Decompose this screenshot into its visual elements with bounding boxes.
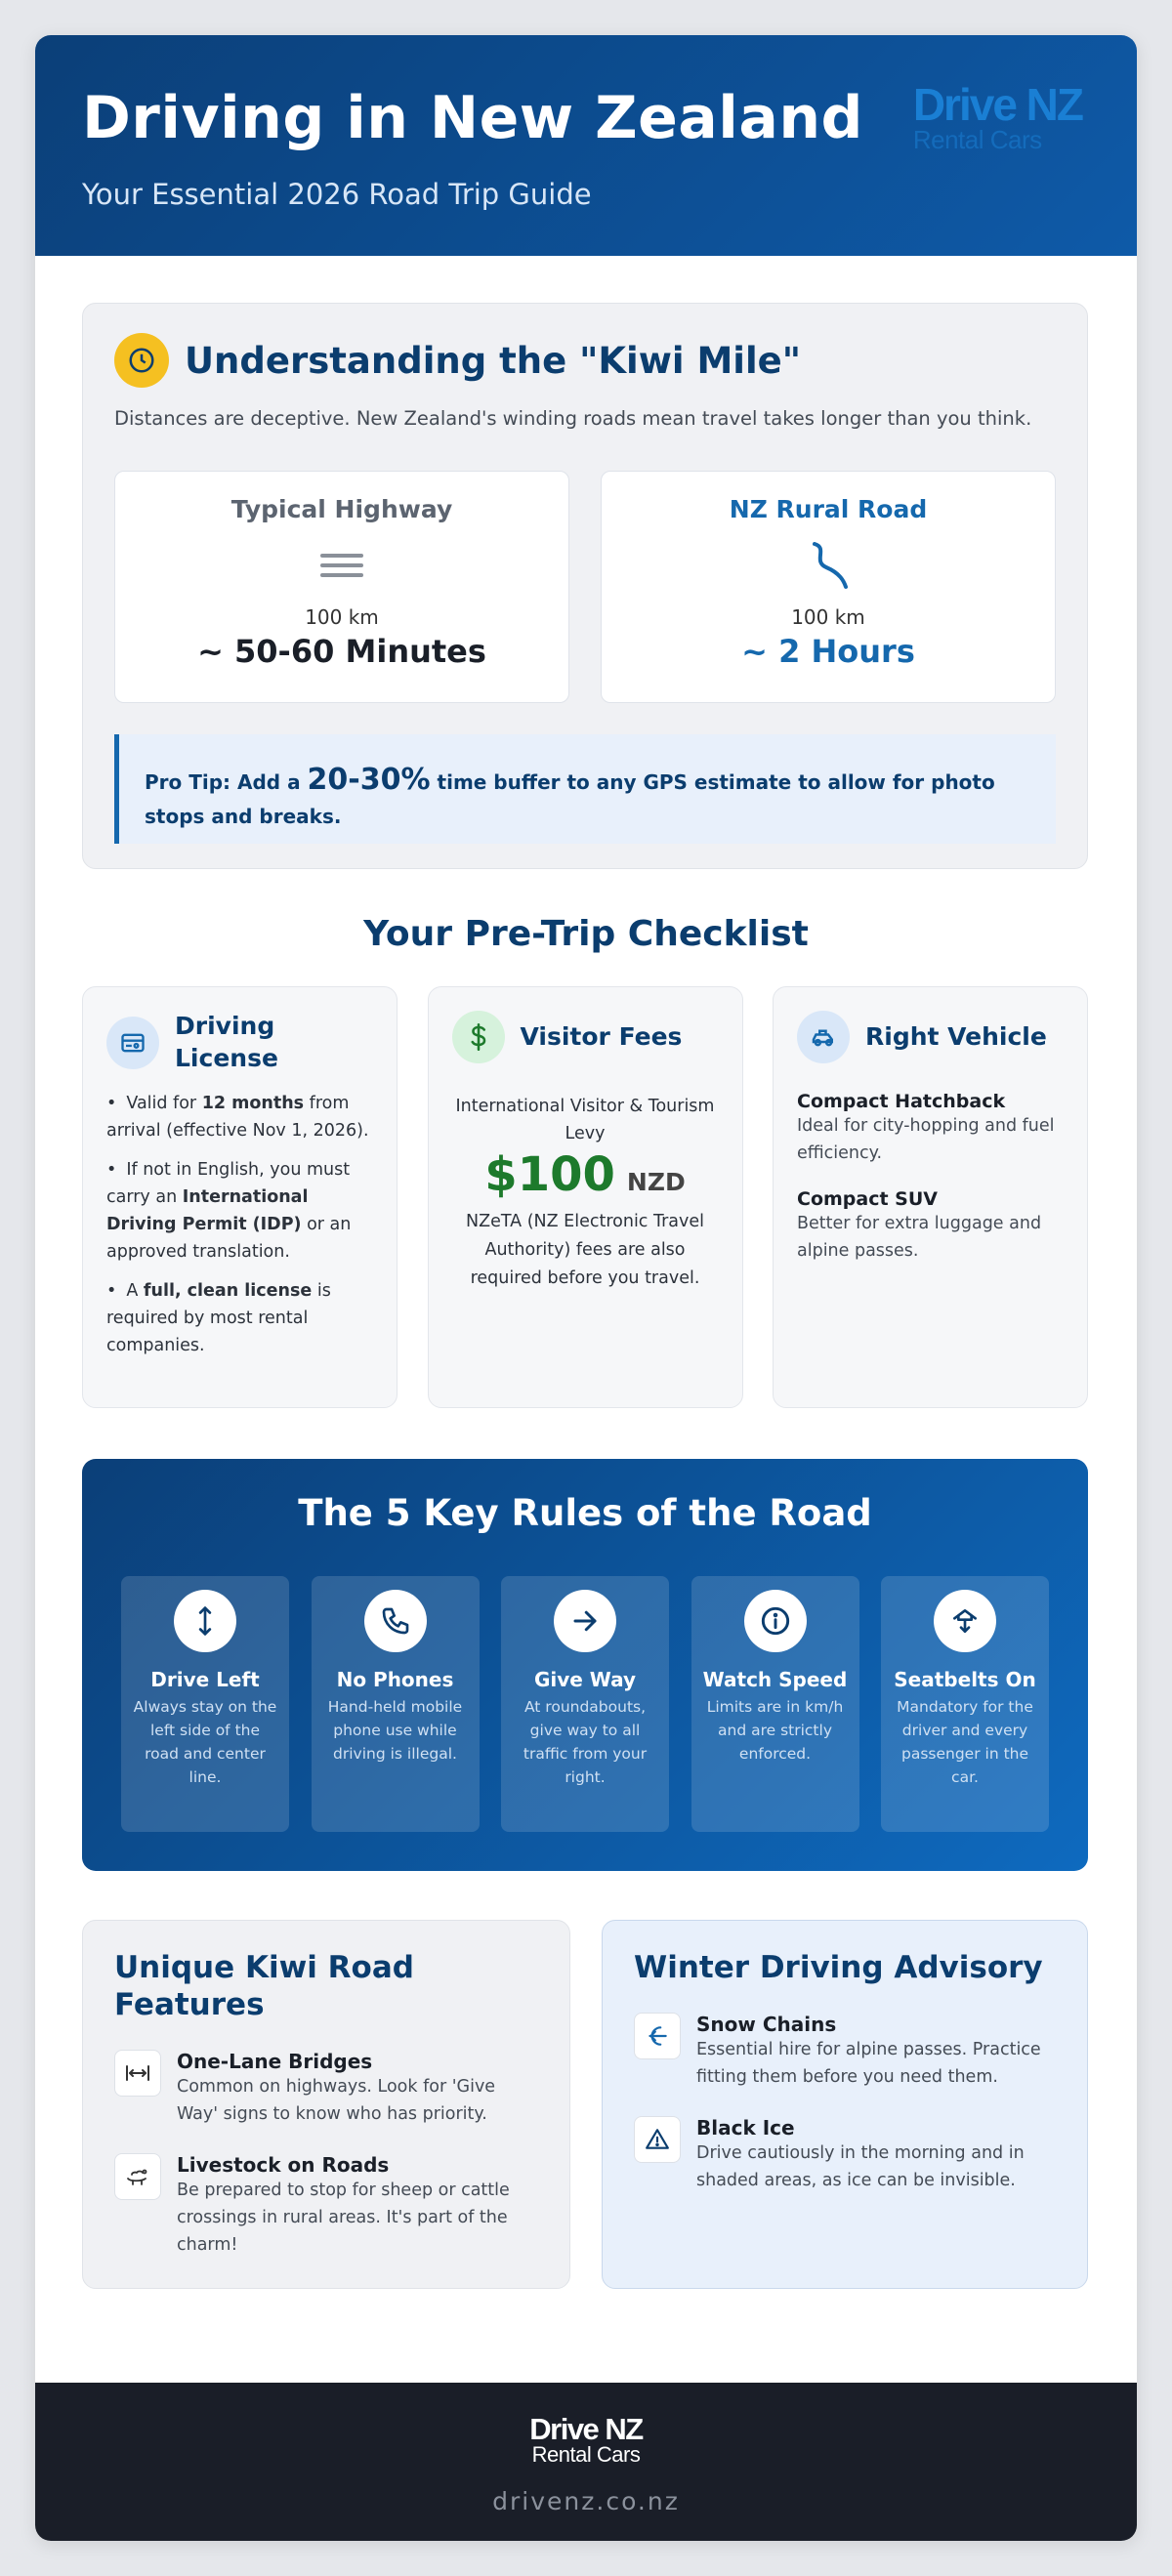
advisory-item	[634, 2013, 1056, 2091]
list-item: • A full, clean license is required by most rental companies.	[106, 1281, 331, 1355]
rules-section	[82, 1459, 1088, 1871]
rule-card	[691, 1576, 859, 1832]
rule-title: Watch Speed	[702, 1668, 848, 1691]
rules-title: The 5 Key Rules of the Road	[298, 1492, 872, 1534]
list-item: • If not in English, you must carry an International Driving Permit (IDP) or an approved translation.	[106, 1160, 352, 1262]
right-vehicle-title: Right Vehicle	[865, 1021, 1047, 1051]
pro-tip	[114, 734, 1056, 844]
logo-line-2: Rental Cars	[912, 125, 1042, 154]
rule-card	[121, 1576, 289, 1832]
license-title: Driving License	[175, 1012, 278, 1072]
highway-comparison-card	[114, 471, 569, 703]
winding-road-icon	[602, 531, 1055, 600]
vehicle-option	[797, 1091, 1064, 1167]
list-item: • Valid for 12 months from arrival (effective Nov 1, 2026).	[106, 1094, 369, 1141]
page-title: Driving in New Zealand	[82, 84, 863, 152]
straight-road-icon	[115, 531, 568, 600]
fee-currency: NZD	[626, 1168, 686, 1196]
checklist-title: Your Pre-Trip Checklist	[363, 914, 809, 954]
winter-advisory-box	[602, 1920, 1088, 2289]
kiwi-mile-description: Distances are deceptive. New Zealand's winding roads mean travel takes longer than you think.	[114, 407, 1032, 430]
advisory-title: Black Ice	[696, 2115, 795, 2140]
pro-tip-highlight: 20-30%	[307, 763, 431, 797]
rule-title: Seatbelts On	[894, 1668, 1036, 1691]
right-vehicle-card	[773, 986, 1088, 1408]
clock-icon	[114, 333, 169, 388]
rule-desc: Always stay on the left side of the road and center line.	[133, 1698, 277, 1787]
advisory-desc: Essential hire for alpine passes. Practice fitting them before you need them.	[696, 2039, 1041, 2087]
comparison-time: ~ 50-60 Minutes	[197, 633, 486, 670]
road-features-box	[82, 1920, 570, 2289]
license-card-icon	[106, 1017, 159, 1069]
vehicle-desc: Ideal for city-hopping and fuel efficiency.	[797, 1116, 1055, 1163]
footer	[35, 2383, 1137, 2541]
rule-card	[501, 1576, 669, 1832]
brand-logo	[912, 79, 1082, 154]
comparison-title: NZ Rural Road	[729, 495, 928, 523]
pro-tip-prefix: Pro Tip: Add a	[145, 770, 308, 794]
comparison-distance: 100 km	[791, 605, 865, 629]
logo-line-1: Drive NZ	[912, 79, 1082, 130]
license-card	[82, 986, 398, 1408]
rule-desc: At roundabouts, give way to all traffic from your right.	[523, 1698, 648, 1787]
footer-logo	[35, 2414, 1137, 2466]
feature-title: One-Lane Bridges	[177, 2049, 373, 2073]
nzeta-note: NZeTA (NZ Electronic Travel Authority) fees are also required before you travel.	[465, 1212, 705, 1288]
feature-desc: Be prepared to stop for sheep or cattle crossings in rural areas. It's part of the charm!	[177, 2180, 510, 2255]
comparison-title: Typical Highway	[230, 495, 453, 523]
winter-advisory-title: Winter Driving Advisory	[634, 1950, 1043, 1985]
rule-title: No Phones	[336, 1668, 454, 1691]
rule-title: Drive Left	[150, 1668, 260, 1691]
pro-tip-suffix: time buffer to any GPS estimate to allow for photo stops and breaks.	[145, 770, 995, 828]
footer-logo-line-1: Drive NZ	[529, 2412, 643, 2446]
chains-icon	[634, 2013, 681, 2059]
vehicle-option	[797, 1188, 1064, 1265]
visitor-fees-card	[428, 986, 743, 1408]
feature-item	[114, 2153, 538, 2259]
license-list	[106, 1090, 373, 1359]
comparison-time: ~ 2 Hours	[741, 633, 915, 670]
road-features-title: Unique Kiwi Road Features	[114, 1950, 414, 2022]
rule-desc: Hand-held mobile phone use while driving is illegal.	[327, 1698, 463, 1764]
rural-road-comparison-card	[601, 471, 1056, 703]
feature-item	[114, 2050, 538, 2128]
dollar-icon	[452, 1011, 505, 1063]
comparison-distance: 100 km	[305, 605, 379, 629]
rule-desc: Mandatory for the driver and every passenger in the car.	[897, 1698, 1033, 1787]
advisory-item	[634, 2116, 1056, 2194]
feature-title: Livestock on Roads	[177, 2152, 390, 2177]
rule-card	[881, 1576, 1049, 1832]
arrow-right-icon	[554, 1590, 616, 1652]
rule-desc: Limits are in km/h and are strictly enforced.	[706, 1698, 844, 1764]
feature-desc: Common on highways. Look for 'Give Way' signs to know who has priority.	[177, 2076, 496, 2124]
vehicle-desc: Better for extra luggage and alpine passes.	[797, 1214, 1042, 1261]
bridge-icon	[114, 2050, 161, 2097]
levy-amount	[452, 1147, 719, 1202]
header-banner	[35, 35, 1137, 256]
fee-number: $100	[484, 1147, 615, 1202]
seatbelt-icon	[934, 1590, 996, 1652]
footer-url[interactable]: drivenz.co.nz	[492, 2487, 680, 2515]
livestock-icon	[114, 2153, 161, 2200]
checklist-cards	[82, 986, 1088, 1408]
warning-icon	[634, 2116, 681, 2163]
footer-logo-line-2: Rental Cars	[531, 2442, 641, 2467]
car-icon	[797, 1011, 850, 1063]
advisory-title: Snow Chains	[696, 2012, 837, 2036]
page-subtitle: Your Essential 2026 Road Trip Guide	[82, 178, 592, 211]
phone-icon	[364, 1590, 427, 1652]
visitor-fees-title: Visitor Fees	[520, 1021, 683, 1051]
info-icon	[744, 1590, 807, 1652]
kiwi-mile-section	[82, 303, 1088, 869]
rule-card	[312, 1576, 480, 1832]
vehicle-name: Compact Hatchback	[797, 1091, 1006, 1112]
vehicle-name: Compact SUV	[797, 1188, 938, 1210]
infographic-card	[35, 35, 1137, 2541]
kiwi-mile-title: Understanding the "Kiwi Mile"	[185, 339, 802, 382]
levy-label: International Visitor & Tourism Levy	[455, 1097, 715, 1143]
rule-title: Give Way	[533, 1668, 637, 1691]
up-down-arrow-icon	[174, 1590, 236, 1652]
advisory-desc: Drive cautiously in the morning and in shaded areas, as ice can be invisible.	[696, 2142, 1025, 2190]
